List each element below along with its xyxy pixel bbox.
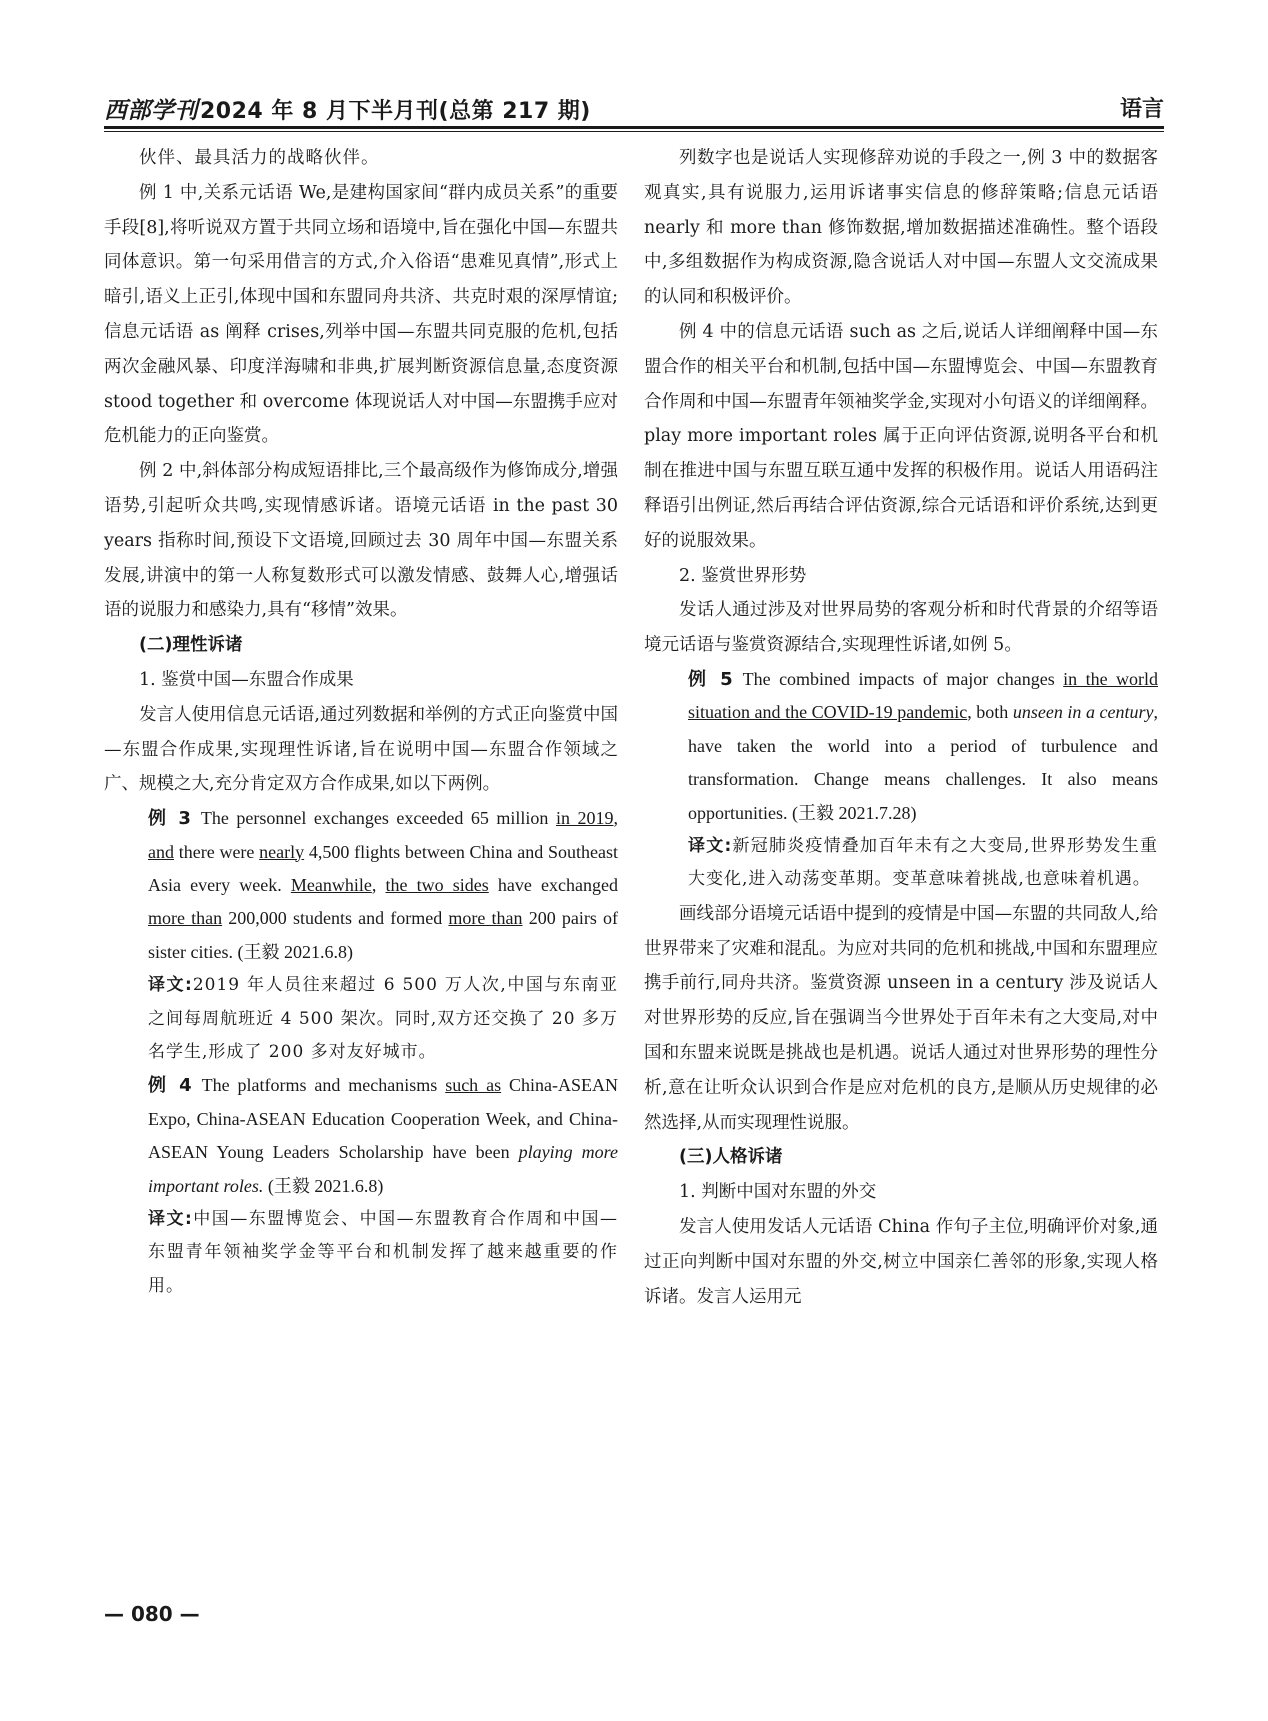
example-label: 例 3 bbox=[148, 808, 191, 830]
underlined-text: and bbox=[148, 841, 174, 862]
paragraph: 画线部分语境元话语中提到的疫情是中国—东盟的共同敌人,给世界带来了灾难和混乱。为应对共同的危机和挑战,中国和东盟理应携手前行,同舟共济。鉴赏资源 unseen in a century 涉及说话人对世界形势的反应,旨在强调当今世界处于百年未有之大变局,对中国和东盟来说既是挑战也是机遇。说话人通过对世界形势的理性分析,意在让听众认识到合作是应对危机的良方,是顺从历史规律的必然选择,从而实现理性说服。 bbox=[644, 903, 1158, 1133]
underlined-text: nearly bbox=[259, 841, 305, 862]
translation-label: 译文: bbox=[148, 1209, 193, 1230]
underlined-text: in 2019 bbox=[555, 808, 614, 829]
journal-issue-line bbox=[104, 92, 591, 125]
example-4 bbox=[104, 1069, 618, 1203]
translation-text: 2019 年人员往来超过 6 500 万人次,中国与东南亚之间每周航班近 4 500 架次。同时,双方还交换了 20 多万名学生,形成了 200 多对友好城市。 bbox=[148, 975, 618, 1062]
example-text: there were bbox=[174, 841, 260, 862]
paragraph: 例 4 中的信息元话语 such as 之后,说话人详细阐释中国—东盟合作的相关平台和机制,包括中国—东盟博览会、中国—东盟教育合作周和中国—东盟青年领袖奖学金,实现对小句语义的详细阐释。play more important roles 属于正向评估资源,说明各平台和机制在推进中国与东盟互联互通中发挥的积极作用。说话人用语码注释语引出例证,然后再结合评估资源,综合元话语和评价系统,达到更好的说服效果。 bbox=[644, 321, 1158, 551]
example-text: The personnel exchanges exceeded 65 million bbox=[200, 808, 556, 829]
subsection-heading: 2. 鉴赏世界形势 bbox=[679, 565, 807, 586]
underlined-text: Meanwhile bbox=[290, 874, 372, 895]
example-text: , bbox=[613, 808, 618, 829]
example-5 bbox=[644, 663, 1158, 830]
translation-4 bbox=[104, 1203, 618, 1303]
paragraph: 例 2 中,斜体部分构成短语排比,三个最高级作为修饰成分,增强语势,引起听众共鸣,实现情感诉诸。语境元话语 in the past 30 years 指称时间,预设下文语境,回顾过去 30 周年中国—东盟关系发展,讲演中的第一人称复数形式可以激发情感、鼓舞人心,增强话语的说服力和感染力,具有“移情”效果。 bbox=[104, 461, 618, 621]
example-text: 4,500 flights between China and Southeast Asia every week. bbox=[148, 841, 618, 895]
section-heading: (三)人格诉诸 bbox=[679, 1147, 783, 1168]
translation-3 bbox=[104, 969, 618, 1069]
subsection-heading: 1. 鉴赏中国—东盟合作成果 bbox=[139, 669, 354, 690]
issue-info: 2024 年 8 月下半月刊(总第 217 期) bbox=[200, 99, 591, 124]
example-text: , bbox=[371, 874, 386, 895]
translation-text: 新冠肺炎疫情叠加百年未有之大变局,世界形势发生重大变化,进入动荡变革期。变革意味着挑战,也意味着机遇。 bbox=[688, 835, 1158, 890]
example-text: , both bbox=[967, 702, 1013, 723]
example-text: 200 pairs of sister cities. (王毅 2021.6.8) bbox=[148, 908, 619, 962]
example-3 bbox=[104, 802, 618, 969]
journal-logo: 西部学刊 bbox=[104, 97, 198, 124]
underlined-text: in the world situation and the COVID-19 pandemic bbox=[688, 668, 1158, 723]
subsection-heading: 1. 判断中国对东盟的外交 bbox=[679, 1182, 877, 1203]
header-rule bbox=[104, 126, 1164, 129]
section-label: 语言 bbox=[1119, 97, 1164, 122]
translation-5 bbox=[644, 830, 1158, 897]
translation-text: 中国—东盟博览会、中国—东盟教育合作周和中国—东盟青年领袖奖学金等平台和机制发挥了越来越重要的作用。 bbox=[148, 1209, 618, 1296]
paragraph: 发言人使用信息元话语,通过列数据和举例的方式正向鉴赏中国—东盟合作成果,实现理性诉诸,旨在说明中国—东盟合作领域之广、规模之大,充分肯定双方合作成果,如以下两例。 bbox=[104, 704, 618, 795]
paragraph: 伙伴、最具活力的战略伙伴。 bbox=[139, 148, 380, 168]
italic-text: playing more important roles. bbox=[148, 1142, 618, 1196]
underlined-text: the two sides bbox=[385, 874, 489, 895]
underlined-text: such as bbox=[445, 1075, 502, 1096]
running-header bbox=[104, 88, 1164, 128]
example-label: 例 4 bbox=[148, 1075, 192, 1097]
header-rule-thin bbox=[104, 131, 1164, 132]
underlined-text: more than bbox=[148, 908, 223, 929]
example-text: have exchanged bbox=[488, 874, 618, 895]
underlined-text: more than bbox=[448, 908, 523, 929]
page-number: — 080 — bbox=[104, 1602, 200, 1626]
example-text: 200,000 students and formed bbox=[222, 908, 449, 929]
left-column bbox=[104, 141, 618, 1303]
paragraph: 发话人通过涉及对世界局势的客观分析和时代背景的介绍等语境元话语与鉴赏资源结合,实现理性诉诸,如例 5。 bbox=[644, 600, 1158, 656]
example-text: , have taken the world into a period of turbulence and transformation. Change means challenges. It also means opportunities. (王毅 2021.7.28) bbox=[688, 702, 1158, 823]
example-text: (王毅 2021.6.8) bbox=[263, 1175, 384, 1196]
italic-text: unseen in a century bbox=[1012, 702, 1154, 723]
paragraph: 例 1 中,关系元话语 We,是建构国家间“群内成员关系”的重要手段[8],将听说双方置于共同立场和语境中,旨在强化中国—东盟共同体意识。第一句采用借言的方式,介入俗语“患难见真情”,形式上暗引,语义上正引,体现中国和东盟同舟共济、共克时艰的深厚情谊;信息元话语 as 阐释 crises,列举中国—东盟共同克服的危机,包括两次金融风暴、印度洋海啸和非典,扩展判断资源信息量,态度资源 stood together 和 overcome 体现说话人对中国—东盟携手应对危机能力的正向鉴赏。 bbox=[104, 182, 618, 447]
right-column bbox=[644, 141, 1158, 1314]
paragraph: 发言人使用发话人元话语 China 作句子主位,明确评价对象,通过正向判断中国对东盟的外交,树立中国亲仁善邻的形象,实现人格诉诸。发言人运用元 bbox=[644, 1216, 1158, 1307]
translation-label: 译文: bbox=[688, 835, 733, 856]
example-text: The platforms and mechanisms bbox=[201, 1075, 446, 1096]
example-label: 例 5 bbox=[688, 668, 733, 690]
translation-label: 译文: bbox=[148, 975, 193, 996]
section-heading: (二)理性诉诸 bbox=[139, 635, 243, 656]
paragraph: 列数字也是说话人实现修辞劝说的手段之一,例 3 中的数据客观真实,具有说服力,运用诉诸事实信息的修辞策略;信息元话语 nearly 和 more than 修饰数据,增加数据描述准确性。整个语段中,多组数据作为构成资源,隐含说话人对中国—东盟人文交流成果的认同和积极评价。 bbox=[644, 148, 1158, 308]
example-text: China-ASEAN Expo, China-ASEAN Education Cooperation Week, and China-ASEAN Young Leaders Scholarship have been bbox=[148, 1075, 618, 1163]
example-text: The combined impacts of major changes bbox=[742, 668, 1064, 689]
